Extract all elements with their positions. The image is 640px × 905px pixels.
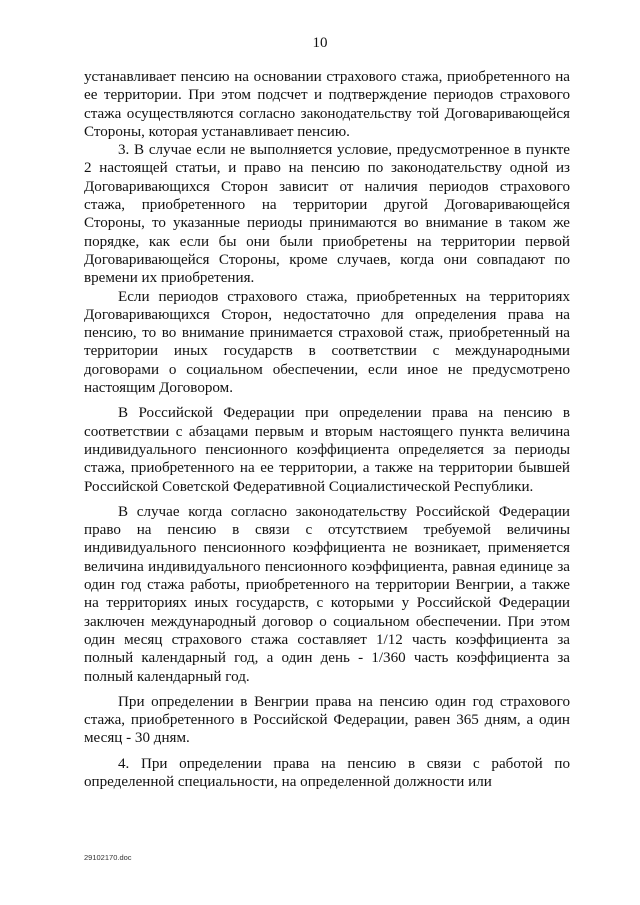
page-number: 10 bbox=[312, 35, 328, 51]
paragraph-russian-federation-coefficient: В Российской Федерации при определении права на пенсию в соответствии с абзацами первым и вторым настоящего пункта величина индивидуального пенсионного коэффициента определяется за периоды стажа, приобретенного на ее территории, а также на территории бывшей Российской Советской Федеративной Социалистической Республики. bbox=[84, 405, 570, 495]
paragraph-item-4: 4. При определении права на пенсию в связи с работой по определенной специальности, на определенной должности или bbox=[84, 755, 570, 790]
paragraph-insufficient-periods: Если периодов страхового стажа, приобретенных на территориях Договаривающихся Сторон, недостаточно для определения права на пенсию, то во внимание принимается страховой стаж, приобретенный на территории иных государств в соответствии с международными договорами о социальном обеспечении, если иное не предусмотрено настоящим Договором. bbox=[84, 288, 570, 397]
paragraph-item-3: 3. В случае если не выполняется условие, предусмотренное в пункте 2 настоящей статьи, и право на пенсию по законодательству одной из Договаривающихся Сторон зависит от наличия периодов страхового стажа, приобретенного на территории другой Договаривающейся Стороны, то указанные периоды принимаются во внимание в таком же порядке, как если бы они были приобретены на территории первой Договаривающейся Стороны, кроме случаев, когда они совпадают по времени их приобретения. bbox=[84, 142, 570, 287]
paragraph-hungary-period: При определении в Венгрии права на пенсию один год страхового стажа, приобретенного в Российской Федерации, равен 365 дням, а один месяц - 30 дням. bbox=[84, 693, 570, 747]
paragraph-coefficient-unit: В случае когда согласно законодательству Российской Федерации право на пенсию в связи с отсутствием требуемой величины индивидуального пенсионного коэффициента не возникает, применяется величина индивидуального пенсионного коэффициента, равная единице за один год стажа работы, приобретенного на территории Венгрии, а также на территориях иных государств, с которыми у Российской Федерации заключен международный договор о социальном обеспечении. При этом один месяц страхового стажа составляет 1/12 часть коэффициента за полный календарный год, а один день - 1/360 часть коэффициента за полный календарный год. bbox=[84, 503, 570, 685]
file-name-footer: 29102170.doc bbox=[84, 853, 132, 862]
document-body bbox=[84, 68, 570, 791]
paragraph-continuation: устанавливает пенсию на основании страхового стажа, приобретенного на ее территории. При этом подсчет и подтверждение периодов страхового стажа осуществляются согласно законодательству той Договаривающейся Стороны, которая устанавливает пенсию. bbox=[84, 69, 570, 140]
